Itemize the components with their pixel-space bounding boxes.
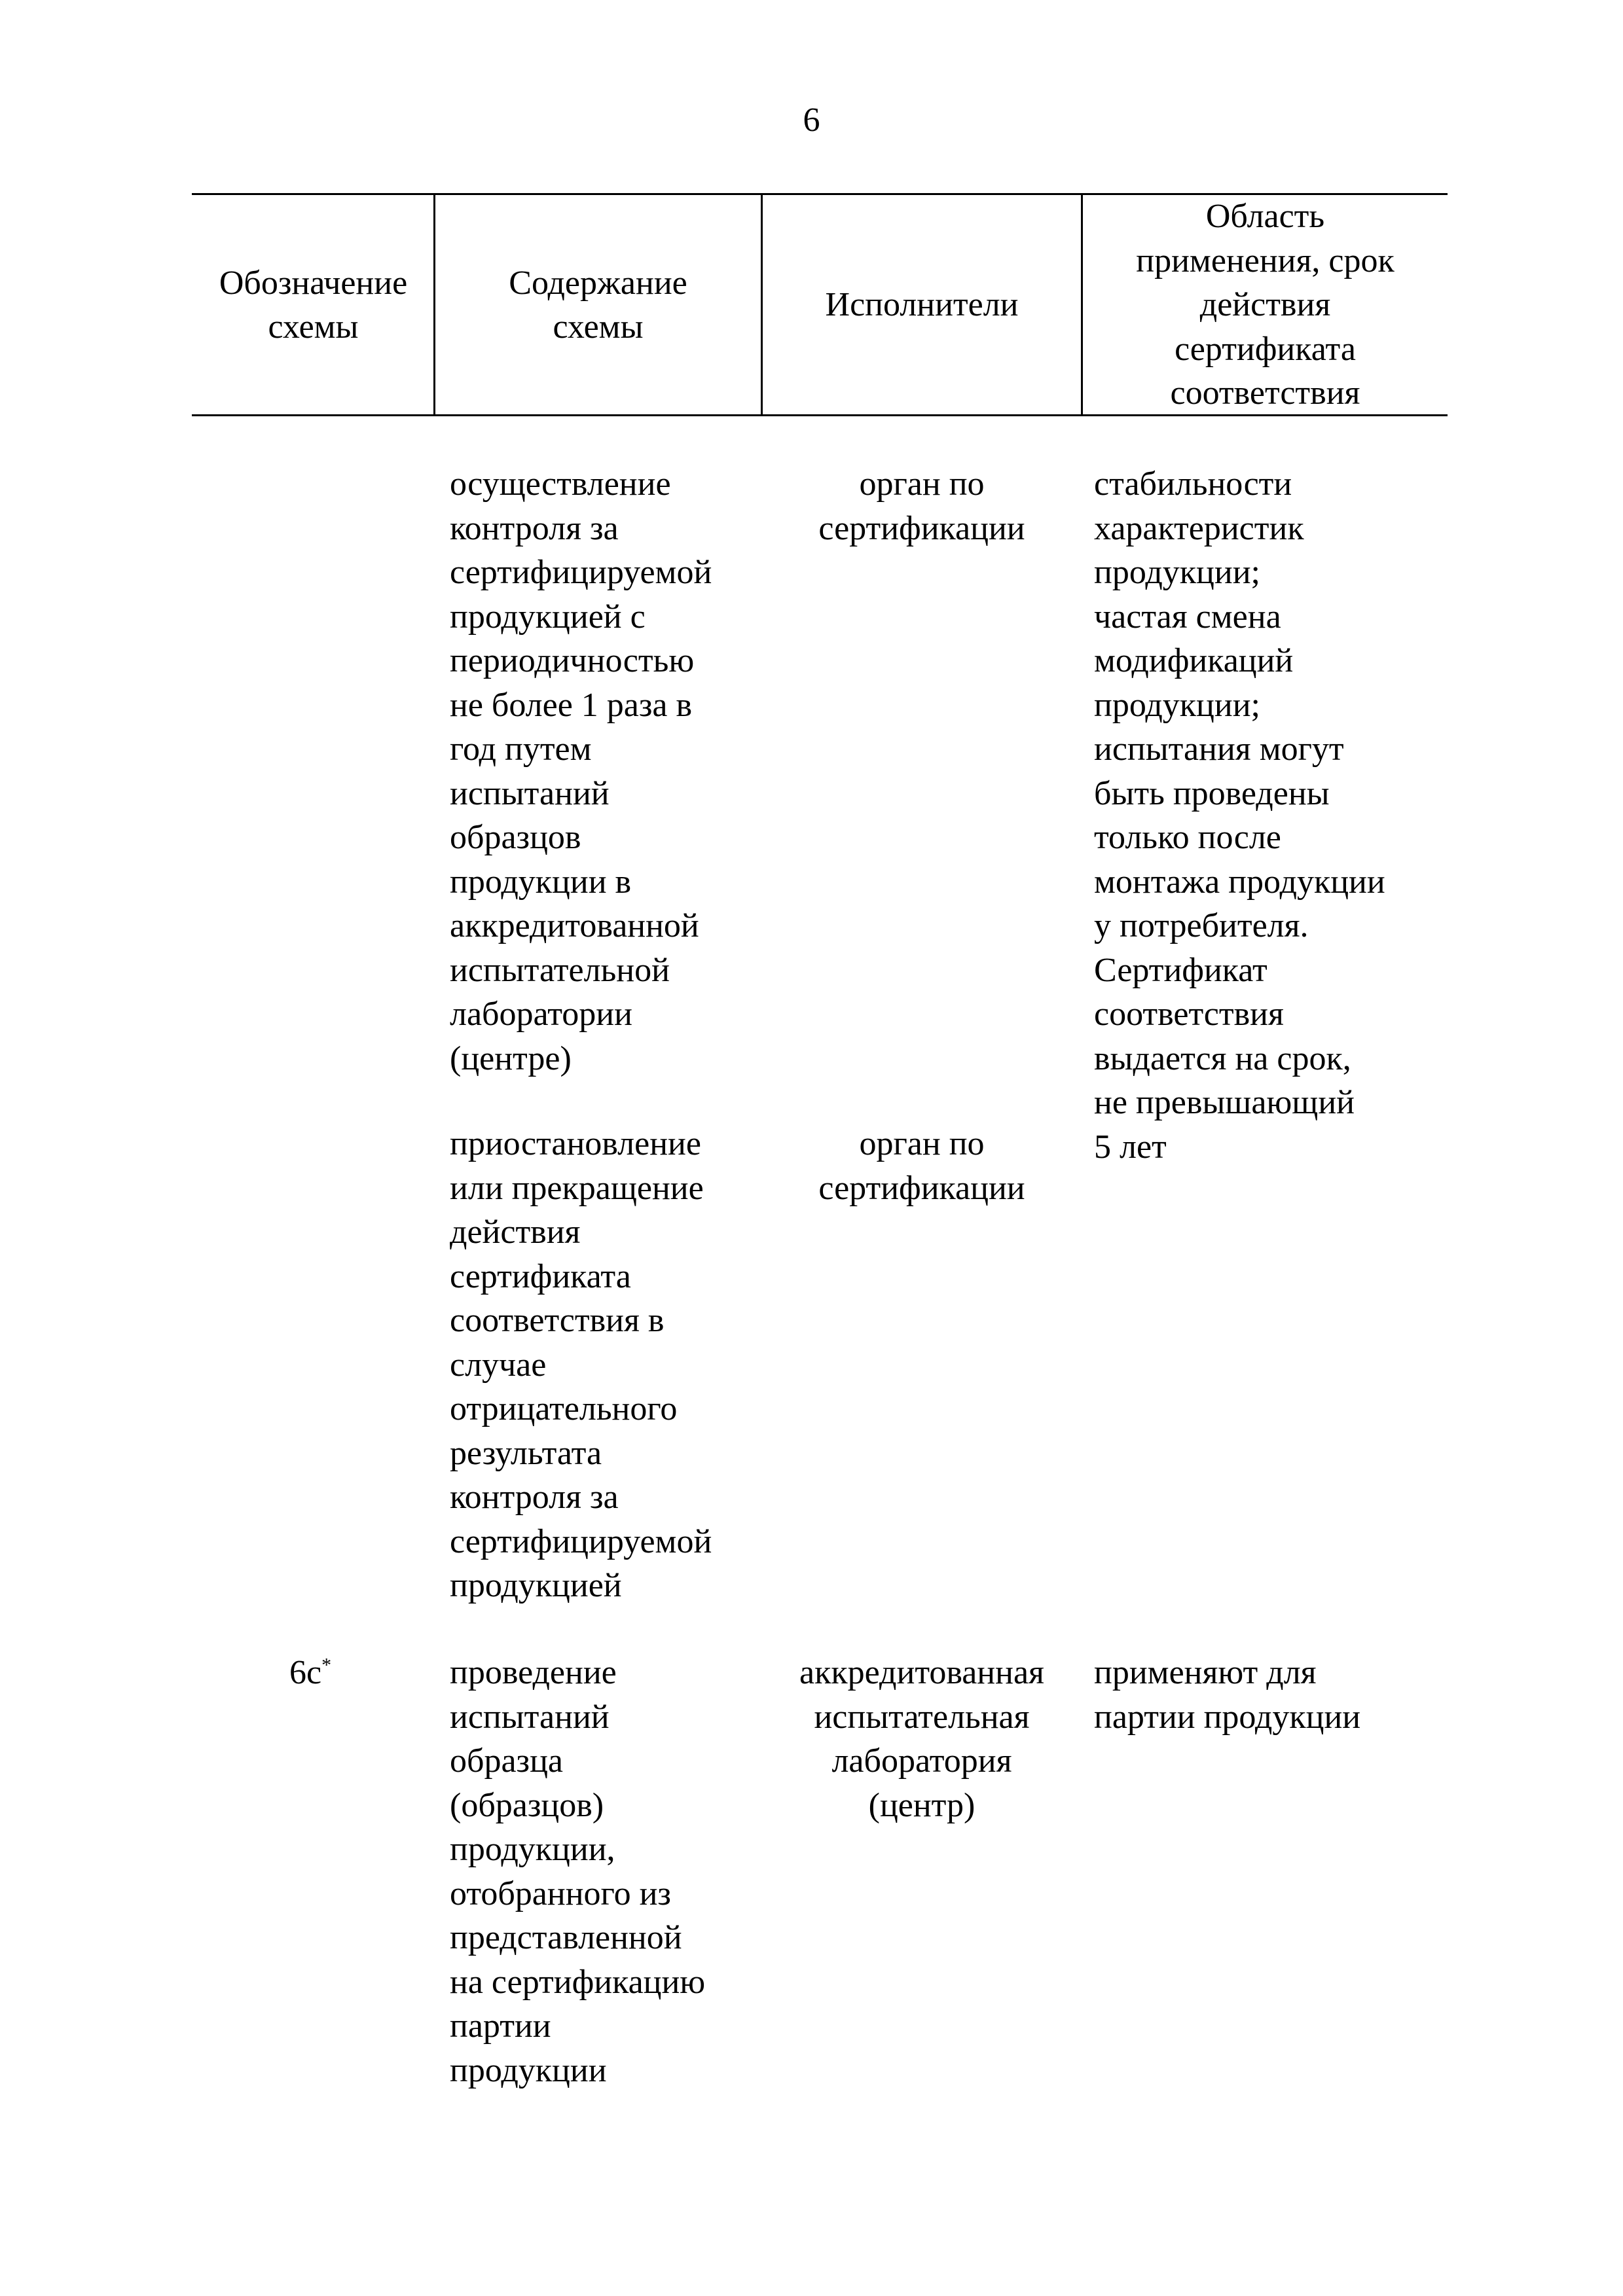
header-scheme-code [193,196,433,414]
header-scheme-content [435,196,761,414]
page-number: 6 [803,101,820,139]
header-scope-text: Область применения, срок действия сертификата соответствия [1136,198,1395,412]
row1-scope: стабильности характеристик продукции; частая смена модификаций продукции; испытания могут быть проведены только после монтажа продукции у потребителя. Сертификат соответствия выдается на срок, не превышающий 5 лет [1094,465,1385,1166]
footnote-mark: * [321,1654,332,1676]
row1-content-control: осуществление контроля за сертифицируемой продукцией с периодичностью не более 1 раза в год путем испытаний образцов продукции в аккредитованной испытательной лаборатории (центре) [450,465,712,1077]
row2-scheme-code-text: 6с [289,1654,322,1691]
header-performers [763,196,1081,414]
row1-performer-suspension: орган по сертификации [818,1125,1025,1207]
row1-content-suspension: приостановление или прекращение действия сертификата соответствия в случае отрицательного результата контроля за сертифицируемой продукцией [450,1125,712,1604]
header-scheme-code-text: Обозначение схемы [219,264,408,346]
row2-performer: аккредитованная испытательная лаборатория (центр) [799,1654,1044,1824]
header-scheme-content-text: Содержание схемы [509,264,687,346]
row1-performer-control: орган по сертификации [818,465,1025,547]
row2-content: проведение испытаний образца (образцов) продукции, отобранного из представленной на сертификацию партии продукции [450,1654,706,2089]
row2-scheme-code [289,1651,331,1695]
header-scope [1083,196,1448,414]
row2-scope: применяют для партии продукции [1094,1654,1361,1736]
header-performers-text: Исполнители [825,286,1019,324]
